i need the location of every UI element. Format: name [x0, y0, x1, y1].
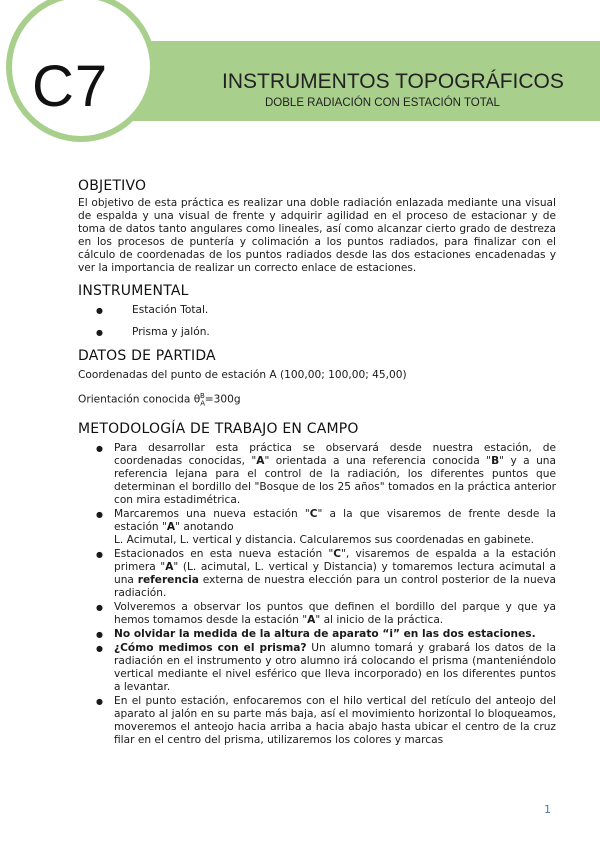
datos-coordenadas: Coordenadas del punto de estación A (100,00; 100,00; 45,00)	[78, 369, 407, 381]
objetivo-text: El objetivo de esta práctica es realizar una doble radiación enlazada mediante una visual de espalda y una visual de frente y adquirir agilidad en el proceso de estacionar y de toma de datos tanto angulares como lineales, así como alcanzar cierto grado de destreza en los procesos de puntería y colimación a los puntos radiados, para finalizar con el cálculo de coordenadas de los puntos radiados desde las dos estaciones encadenadas y ver la importancia de realizar un correcto enlace de estaciones.	[78, 197, 556, 274]
datos-orientacion: Orientación conocida $\theta_A^B=300g$	[78, 392, 241, 408]
list-item: ● Para desarrollar esta práctica se observará desde nuestra estación, de coordenadas conocidas, "A" orientada a una referencia conocida "B" y a una referencia lejana para el control de la radiación, los diferentes puntos que determinan el bordillo del "Bosque de los 25 años" tomados en la práctica anterior con mira estadimétrica.	[78, 442, 556, 507]
heading-datos: DATOS DE PARTIDA	[78, 348, 216, 364]
section-metodologia	[78, 421, 556, 747]
list-item: ● ¿Cómo medimos con el prisma? Un alumno tomará y grabará los datos de la radiación en el instrumento y otro alumno irá colocando el prisma (manteniéndolo vertical mediante el nivel esférico que lleva incorporado) en los diferentes puntos a levantar.	[78, 642, 556, 694]
document-subtitle: DOBLE RADIACIÓN CON ESTACIÓN TOTAL	[265, 97, 500, 109]
list-item: ● En el punto estación, enfocaremos con el hilo vertical del retículo del anteojo del aparato al jalón en su parte más baja, así el movimiento horizontal lo bloqueamos, moveremos el anteojo hacia arriba a hacia abajo hasta ubicar el centro de la cruz filar en el centro del prisma, utilizaremos los colores y marcas	[78, 695, 556, 747]
section-instrumental	[78, 283, 556, 339]
chapter-label: C7	[32, 54, 109, 119]
heading-instrumental: INSTRUMENTAL	[78, 283, 189, 299]
section-objetivo	[78, 178, 556, 275]
document-title: INSTRUMENTOS TOPOGRÁFICOS	[222, 70, 564, 93]
document-body	[78, 178, 556, 748]
metodologia-list	[78, 442, 556, 747]
section-datos	[78, 348, 556, 411]
list-item: ● Estacionados en esta nueva estación "C", visaremos de espalda a la estación primera "A" (L. acimutal, L. vertical y Distancia) y tomaremos lectura acimutal a una referencia externa de nuestra elección para un control posterior de la nueva radiación.	[78, 548, 556, 600]
heading-objetivo: OBJETIVO	[78, 178, 147, 194]
list-item: ● No olvidar la medida de la altura de aparato “i” en las dos estaciones.	[78, 628, 556, 641]
instrumental-list	[78, 304, 556, 339]
heading-metodologia: METODOLOGÍA DE TRABAJO EN CAMPO	[78, 420, 359, 437]
list-item: ● Marcaremos una nueva estación "C" a la que visaremos de frente desde la estación "A" anotando L. Acimutal, L. vertical y distancia. Calcularemos sus coordenadas en gabinete.	[78, 508, 556, 547]
list-item: ● Prisma y jalón.	[78, 326, 556, 339]
list-item: ● Estación Total.	[78, 304, 556, 317]
page-number: 1	[544, 803, 551, 816]
list-item: ● Volveremos a observar los puntos que definen el bordillo del parque y que ya hemos tomamos desde la estación "A" al inicio de la práctica.	[78, 601, 556, 627]
